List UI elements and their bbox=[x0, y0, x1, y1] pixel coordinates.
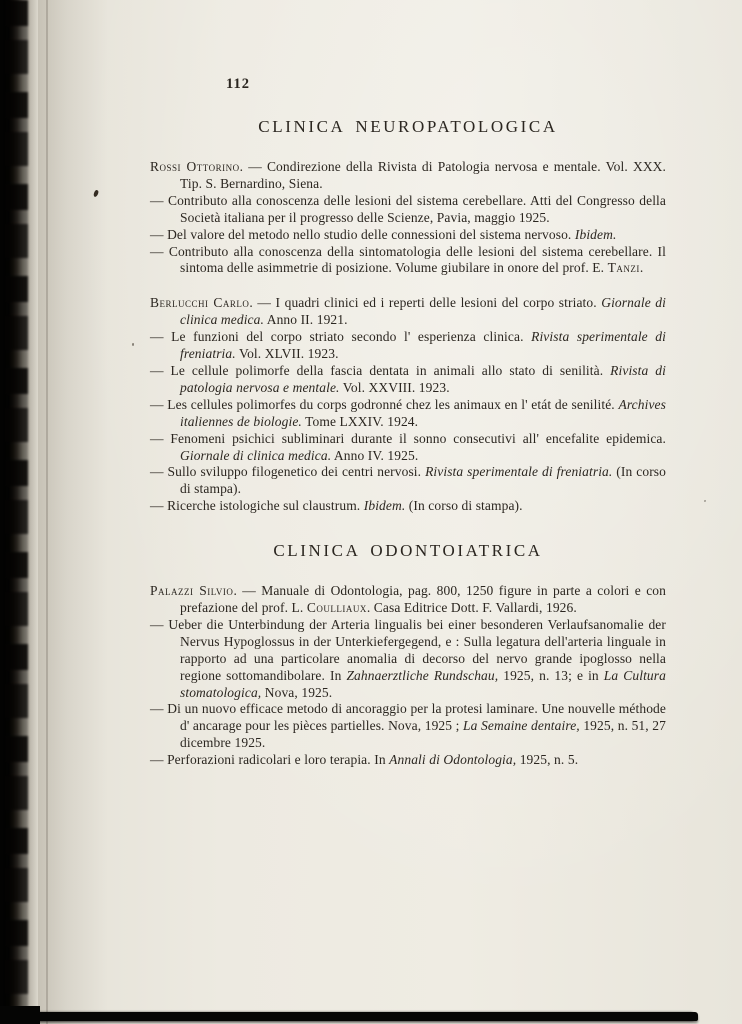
bibliography-entry bbox=[150, 295, 666, 329]
bibliography-entry bbox=[150, 617, 666, 702]
author-name: Tanzi bbox=[607, 260, 640, 276]
journal-title: Rivista sperimentale di freniatria. bbox=[180, 329, 667, 362]
entry-text: (In corso di stampa). bbox=[405, 498, 523, 514]
bibliography-entry bbox=[150, 329, 666, 363]
entry-text: . — Condirezione della Rivista di Patologia nervosa e mentale. Vol. XXX. Tip. S. Bernardino, Siena. bbox=[180, 159, 666, 191]
entry-text: Anno II. 1921. bbox=[263, 312, 348, 328]
entry-text: 1925, n. 13; e in bbox=[498, 667, 604, 683]
journal-title: La Semaine dentaire, bbox=[463, 718, 580, 734]
bibliography-entry bbox=[150, 752, 666, 769]
entry-text: (In corso di stampa). bbox=[180, 464, 666, 497]
entry-text: . bbox=[639, 260, 644, 276]
bibliography-entry bbox=[150, 464, 666, 498]
entry-text: Vol. XXVIII. 1923. bbox=[339, 379, 450, 395]
entry-text: — Del valore del metodo nello studio delle connessioni del sistema nervoso. bbox=[150, 226, 575, 242]
entry-text: — Le cellule polimorfe della fascia dentata in animali allo stato di senilità. bbox=[150, 362, 611, 378]
scan-speck bbox=[704, 500, 706, 502]
binding-gutter-line bbox=[46, 0, 48, 1024]
section-title: CLINICA NEUROPATOLOGICA bbox=[258, 117, 558, 136]
page-content bbox=[150, 76, 666, 769]
journal-title: Annali di Odontologia, bbox=[389, 752, 517, 768]
entry-text: — Sullo sviluppo filogenetico dei centri nervosi. bbox=[150, 464, 426, 480]
bibliography-entry bbox=[150, 227, 666, 244]
entry-text: Nova, 1925. bbox=[261, 684, 333, 700]
author-name: Rossi Ottorino bbox=[150, 159, 240, 174]
entry-text: — Perforazioni radicolari e loro terapia. In bbox=[150, 752, 390, 768]
journal-title: Rivista di patologia nervosa e mentale. bbox=[180, 362, 666, 395]
entry-text: 1925, n. 51, 27 dicembre 1925. bbox=[180, 718, 666, 751]
author-name: Coulliaux bbox=[306, 600, 367, 616]
section-title: CLINICA ODONTOIATRICA bbox=[273, 541, 543, 561]
scan-edge-bottom bbox=[32, 1012, 698, 1021]
bibliography-entry bbox=[150, 193, 666, 227]
journal-title: Giornale di clinica medica. bbox=[180, 295, 666, 328]
bibliography-entry bbox=[150, 244, 666, 278]
entry-text: — Ricerche istologiche sul claustrum. bbox=[150, 498, 364, 514]
scan-edge-bottom-corner bbox=[0, 1006, 40, 1024]
journal-title: Archives italiennes de biologie. bbox=[180, 396, 666, 429]
entry-text: . — Manuale di Odontologia, pag. 800, 1250 figure in parte a colori e con prefazione del prof. L. bbox=[180, 583, 666, 616]
bibliography-entry bbox=[150, 498, 666, 515]
journal-title: Ibidem. bbox=[363, 498, 406, 514]
entry-text: — Les cellules polimorfes du corps godronné chez les animaux en l' etát de senilité. bbox=[150, 396, 619, 412]
journal-title: Rivista sperimentale di freniatria. bbox=[425, 464, 613, 480]
journal-title: Ibidem. bbox=[574, 226, 617, 242]
entry-text: Vol. XLVII. 1923. bbox=[235, 346, 339, 362]
page-number: 112 bbox=[226, 76, 250, 92]
journal-title: Zahnaerztliche Rundschau, bbox=[346, 667, 499, 683]
entry-text: Anno IV. 1925. bbox=[331, 447, 419, 463]
entry-text: — Fenomeni psichici subliminari durante il sonno consecutivi all' encefalite epidemica. bbox=[150, 430, 666, 446]
entry-text: 1925, n. 5. bbox=[516, 752, 579, 768]
entry-text: Tome LXXIV. 1924. bbox=[301, 413, 419, 429]
bibliography-entry bbox=[150, 583, 666, 617]
bibliography bbox=[150, 117, 666, 769]
entry-text: — Di un nuovo efficace metodo di ancoraggio per la protesi laminare. Une nouvelle méthode d' ancarage pour les pièces partielles. Nova, 1925 ; bbox=[150, 701, 666, 734]
bibliography-entry bbox=[150, 159, 666, 193]
scan-edge-left-ragged bbox=[6, 0, 28, 1024]
entry-text: — Ueber die Unterbindung der Arteria lingualis bei einer besonderen Verlaufsanomalie der Nervus Hypoglossus in der Unterkiefergegend, e : Sulla legatura dell'arteria linguale in rapporto ad una particolare anomalia di decorso del nervo grande ipoglosso nella regione sottomandibolare. In bbox=[150, 616, 666, 683]
bibliography-entry bbox=[150, 701, 666, 752]
bibliography-entry bbox=[150, 397, 666, 431]
entry-text: — Contributo alla conoscenza della sintomatologia delle lesioni del sistema cerebellare. Il sintoma delle asimmetrie di posizione. Volume giubilare in onore del prof. E. bbox=[150, 243, 666, 276]
entry-text: — Le funzioni del corpo striato secondo l' esperienza clinica. bbox=[150, 329, 532, 345]
journal-title: La Cultura stomatologica, bbox=[180, 667, 666, 700]
bibliography-entry bbox=[150, 363, 666, 397]
author-name: Palazzi Silvio bbox=[150, 583, 234, 599]
entry-text: . Casa Editrice Dott. F. Vallardi, 1926. bbox=[366, 600, 577, 616]
journal-title: Giornale di clinica medica. bbox=[180, 447, 332, 463]
scan-speck bbox=[132, 343, 134, 346]
author-name: Berlucchi Carlo bbox=[150, 295, 250, 311]
entry-text: . — I quadri clinici ed i reperti delle lesioni del corpo striato. bbox=[249, 295, 602, 311]
binding-gutter-shadow bbox=[38, 0, 108, 1024]
bibliography-entry bbox=[150, 431, 666, 465]
entry-text: — Contributo alla conoscenza delle lesioni del sistema cerebellare. Atti del Congresso della Società italiana per il progresso delle Scienze, Pavia, maggio 1925. bbox=[150, 192, 666, 225]
